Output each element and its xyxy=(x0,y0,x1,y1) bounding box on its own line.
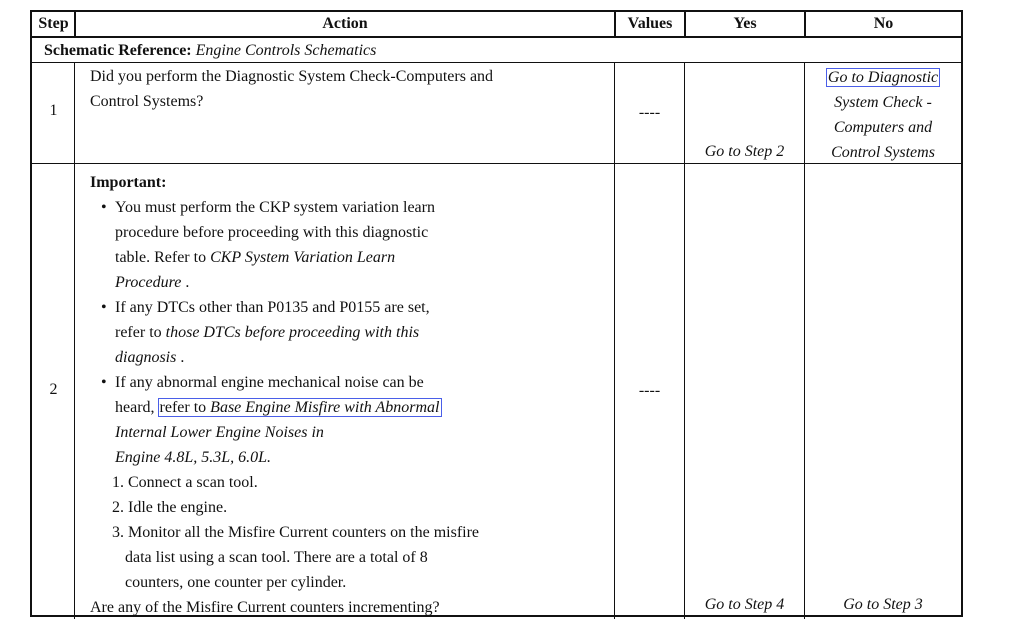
action-text: Procedure xyxy=(115,274,182,291)
diagnostic-table xyxy=(30,10,963,617)
no-link[interactable] xyxy=(805,65,961,165)
action-line xyxy=(115,270,189,295)
action-line xyxy=(125,545,428,570)
action-line xyxy=(115,220,428,245)
no-link-line[interactable]: Computers and xyxy=(833,119,933,136)
header-yes: Yes xyxy=(733,15,757,32)
action-text: You must perform the CKP system variation learn xyxy=(115,199,435,216)
header-values: Values xyxy=(627,15,673,32)
action-line xyxy=(115,445,271,470)
action-text: . xyxy=(176,349,185,366)
col-divider xyxy=(614,63,615,619)
action-line xyxy=(90,170,166,195)
schematic-label: Schematic Reference: xyxy=(44,42,192,59)
values-cell: ---- xyxy=(638,104,661,121)
action-line xyxy=(115,420,324,445)
link-text[interactable]: refer to xyxy=(159,399,211,416)
action-text: Did you perform the Diagnostic System Check-Computers and xyxy=(90,68,494,85)
action-text: . xyxy=(181,274,190,291)
action-text: refer to xyxy=(115,324,166,341)
no-link[interactable]: Go to Step 3 xyxy=(843,596,923,613)
action-text: heard, xyxy=(115,399,159,416)
bullet-icon: • xyxy=(101,199,107,216)
no-link-line[interactable]: System Check - xyxy=(834,94,932,111)
action-line xyxy=(90,595,440,620)
action-line xyxy=(112,495,227,520)
action-line xyxy=(101,195,435,220)
step-number: 1 xyxy=(49,102,58,119)
action-text: procedure before proceeding with this diagnostic xyxy=(115,224,429,241)
schematic-reference xyxy=(44,38,376,63)
action-text: Are any of the Misfire Current counters incrementing? xyxy=(90,599,440,616)
action-text: table. Refer to xyxy=(115,249,211,266)
action-line xyxy=(115,395,441,420)
action-line xyxy=(101,370,424,395)
bullet-icon: • xyxy=(101,374,107,391)
action-text: CKP System Variation Learn xyxy=(210,249,396,266)
col-divider xyxy=(74,63,75,619)
action-text: Engine 4.8L, 5.3L, 6.0L. xyxy=(115,449,272,466)
action-text: If any abnormal engine mechanical noise can be xyxy=(115,374,424,391)
misfire-reference-link[interactable] xyxy=(159,399,441,416)
action-line xyxy=(112,470,258,495)
yes-link[interactable]: Go to Step 2 xyxy=(704,143,785,160)
action-text: If any DTCs other than P0135 and P0155 are set, xyxy=(115,299,430,316)
action-text: counters, one counter per cylinder. xyxy=(125,574,347,591)
header-action: Action xyxy=(322,15,368,32)
action-text: 2. Idle the engine. xyxy=(112,499,228,516)
yes-link[interactable]: Go to Step 4 xyxy=(704,596,785,613)
action-line xyxy=(115,320,419,345)
action-text: 1. Connect a scan tool. xyxy=(112,474,258,491)
no-link-line[interactable]: Go to Diagnostic xyxy=(827,69,939,86)
action-line xyxy=(101,295,430,320)
step-number: 2 xyxy=(49,381,58,398)
link-text[interactable]: Base Engine Misfire with Abnormal xyxy=(210,399,440,416)
bullet-icon: • xyxy=(101,299,107,316)
no-link-line[interactable]: Control Systems xyxy=(831,144,935,161)
action-text: 3. Monitor all the Misfire Current counters on the misfire xyxy=(112,524,480,541)
action-line xyxy=(115,245,395,270)
schematic-link[interactable]: Engine Controls Schematics xyxy=(195,42,377,59)
action-line xyxy=(125,570,346,595)
action-line xyxy=(115,345,184,370)
action-text: data list using a scan tool. There are a total of 8 xyxy=(125,549,428,566)
action-text: Internal Lower Engine Noises in xyxy=(115,424,324,441)
action-text: diagnosis xyxy=(115,349,177,366)
action-text: Important: xyxy=(90,174,167,191)
header-step: Step xyxy=(38,15,69,32)
values-cell: ---- xyxy=(638,382,661,399)
action-text: Control Systems? xyxy=(90,93,204,110)
action-line xyxy=(112,520,479,545)
header-no: No xyxy=(873,15,894,32)
action-text: those DTCs before proceeding with this xyxy=(165,324,420,341)
